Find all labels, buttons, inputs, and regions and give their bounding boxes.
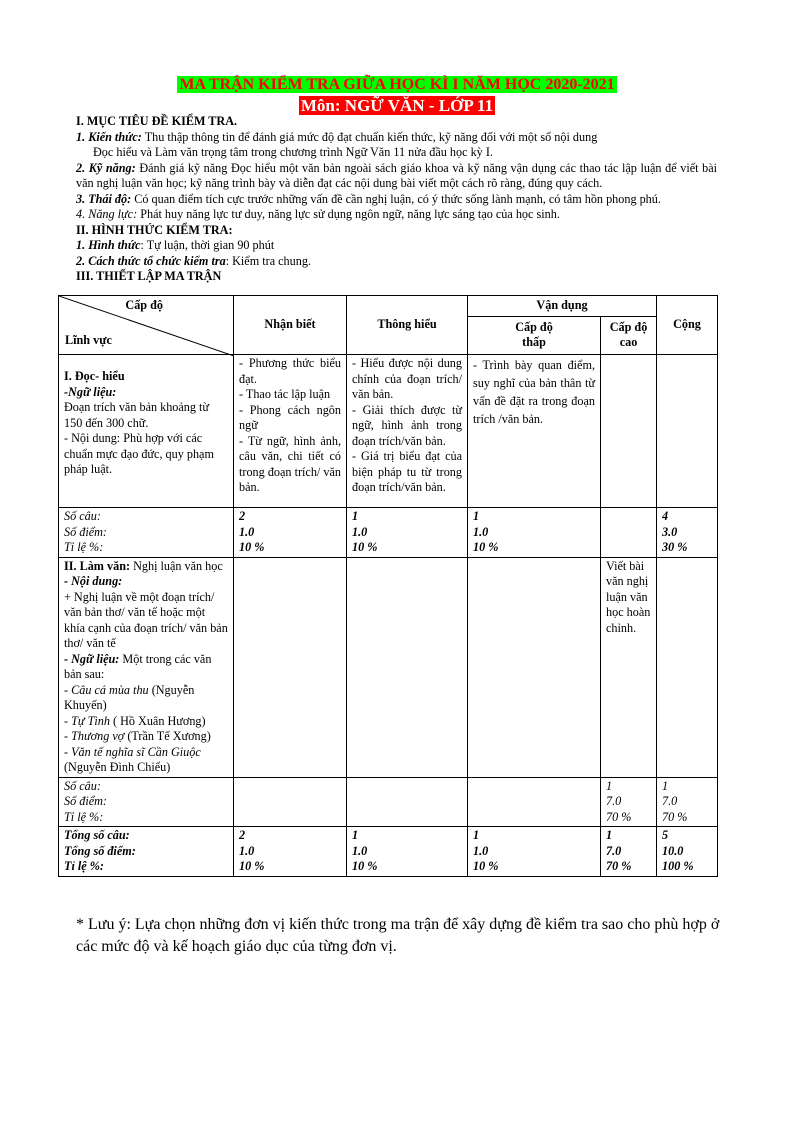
header-high-level: Cấp độ cao <box>601 316 657 354</box>
header-low-level: Cấp độ thấp <box>468 316 601 354</box>
intro-section <box>76 114 717 285</box>
table-row <box>59 777 718 827</box>
table-header-row <box>59 296 718 317</box>
objective-skill: 2. Kỹ năng: Đánh giá kỹ năng Đọc hiểu một văn bản ngoài sách giáo khoa và kỹ năng vận dụng các thao tác lập luận để viết bài văn nghị luận văn học; kỹ năng trình bày và diễn đạt các nội dung bài viết một cách rõ ràng, đúng quy cách. <box>76 160 718 190</box>
objective-knowledge: 1. Kiến thức: Thu thập thông tin để đánh giá mức độ đạt chuẩn kiến thức, kỹ năng đối với một số nội dung <box>76 129 598 144</box>
objective-attitude: 3. Thái độ: Có quan điểm tích cực trước những vấn đề cần nghị luận, có ý thức sống lành mạnh, có tâm hồn phong phú. <box>76 191 661 206</box>
header-recognition: Nhận biết <box>234 296 347 355</box>
section-heading-3: III. THIẾT LẬP MA TRẬN <box>76 269 222 283</box>
writing-field-cell: II. Làm văn: Nghị luận văn học - Nội dung: + Nghị luận về một đoạn trích/ văn bản thơ/ văn tế hoặc một khía cạnh của đoạn trích/ văn bản thơ/ văn tế - Ngữ liệu: Một trong các văn bản sau: - Câu cá mùa thu (Nguyễn Khuyến) - Tự Tình ( Hồ Xuân Hương) - Thương vợ (Trần Tế Xương) - Văn tế nghĩa sĩ Cần Giuộc (Nguyễn Đình Chiểu) <box>59 557 234 777</box>
header-level: Cấp độ <box>125 298 163 312</box>
stats-low-application-cell: 1 1.0 10 % <box>468 508 601 558</box>
organization-item: 2. Cách thức tổ chức kiểm tra: Kiểm tra chung. <box>76 253 311 268</box>
header-total: Cộng <box>657 296 718 355</box>
total-recognition-cell: 2 1.0 10 % <box>234 827 347 877</box>
matrix-table <box>58 295 718 877</box>
table-total-row <box>59 827 718 877</box>
form-item: 1. Hình thức: Tự luận, thời gian 90 phút <box>76 238 275 252</box>
stats-total-cell: 1 7.0 70 % <box>657 777 718 827</box>
section-heading-2: II. HÌNH THỨC KIỂM TRA: <box>76 222 233 237</box>
table-row <box>59 355 718 508</box>
table-row <box>59 508 718 558</box>
objective-knowledge-cont: Đọc hiểu và Làm văn trọng tâm trong chương trình Ngữ Văn 11 nửa đầu học kỳ I. <box>93 145 493 159</box>
header-field: Lĩnh vực <box>65 332 112 347</box>
reading-field-cell: I. Đọc- hiểu -Ngữ liệu: Đoạn trích văn bản khoảng từ 150 đến 300 chữ. - Nội dung: Phù hợp với các chuẩn mực đạo đức, quy phạm pháp luật. <box>59 355 234 508</box>
stats-recognition-cell: 2 1.0 10 % <box>234 508 347 558</box>
total-comprehension-cell: 1 1.0 10 % <box>347 827 468 877</box>
reading-application-cell: - Trình bày quan điểm, suy nghĩ của bản thân từ vấn đề đặt ra trong đoạn trích /văn bản. <box>468 355 601 508</box>
total-low-application-cell: 1 1.0 10 % <box>468 827 601 877</box>
section-heading-1: I. MỤC TIÊU ĐỀ KIỂM TRA. <box>76 114 238 128</box>
objective-competence: 4. Năng lực: Phát huy năng lực tư duy, năng lực sử dụng ngôn ngữ, năng lực sáng tạo của học sinh. <box>76 207 560 221</box>
header-application: Vận dụng <box>468 296 657 317</box>
stats-comprehension-cell: 1 1.0 10 % <box>347 508 468 558</box>
total-sum-cell: 5 10.0 100 % <box>657 827 718 877</box>
header-comprehension: Thông hiểu <box>347 296 468 355</box>
page-title: MA TRẬN KIỂM TRA GIỮA HỌC KÌ I NĂM HỌC 2020-2021 <box>179 76 615 93</box>
stats-labels-cell: Số câu: Số điểm: Tỉ lệ %: <box>59 508 234 558</box>
stats-high-application-cell: 1 7.0 70 % <box>601 777 657 827</box>
footnote: * Lưu ý: Lựa chọn những đơn vị kiến thức trong ma trận để xây dựng đề kiểm tra sao cho phù hợp ở các mức độ và kế hoạch giáo dục của từng đơn vị. <box>76 916 720 955</box>
reading-comprehension-cell: - Hiểu được nội dung chính của đoạn trích/ văn bản. - Giải thích được từ ngữ, hình ảnh trong đoạn trích/văn bản. - Giá trị biểu đạt của biện pháp tu từ trong đoạn trích/văn bản. <box>347 355 468 508</box>
page-subtitle: Môn: NGỮ VĂN - LỚP 11 <box>300 96 494 115</box>
table-row <box>59 557 718 777</box>
total-labels-cell: Tổng số câu: Tổng số điểm: Tỉ lệ %: <box>59 827 234 877</box>
stats-labels-cell: Số câu: Số điểm: Tỉ lệ %: <box>59 777 234 827</box>
reading-recognition-cell: - Phương thức biểu đạt. - Thao tác lập luận - Phong cách ngôn ngữ - Từ ngữ, hình ảnh, câu văn, chi tiết có trong đoạn trích/ văn bản. <box>234 355 347 508</box>
total-high-application-cell: 1 7.0 70 % <box>601 827 657 877</box>
diagonal-header-cell <box>59 296 234 355</box>
stats-total-cell: 4 3.0 30 % <box>657 508 718 558</box>
writing-high-application-cell: Viết bài văn nghị luận văn học hoàn chỉnh. <box>601 557 657 777</box>
